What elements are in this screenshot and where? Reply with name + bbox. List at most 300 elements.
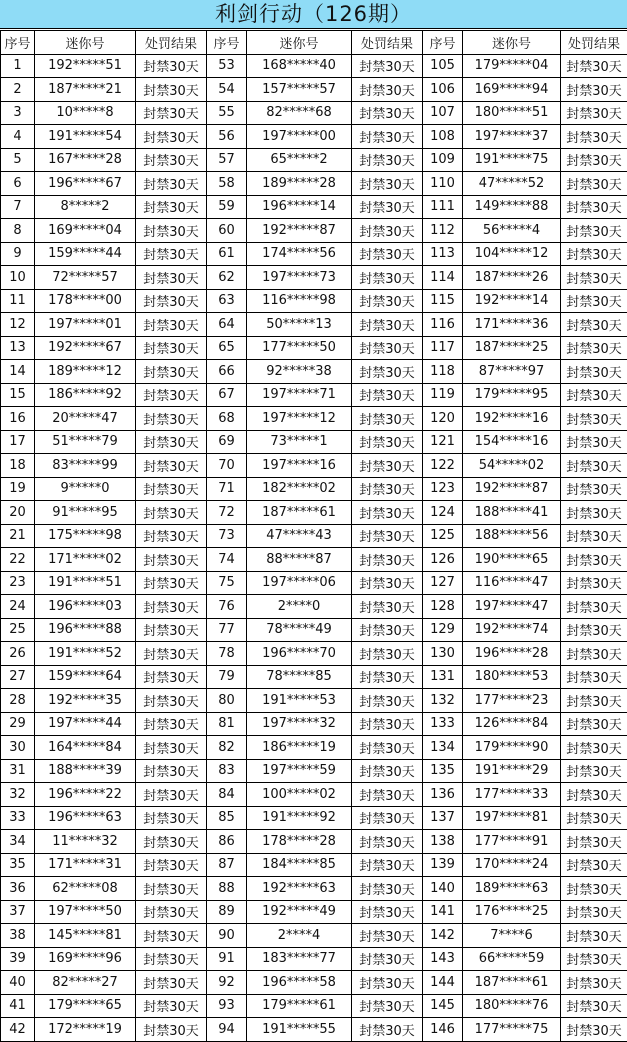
table-row [1,853,627,877]
cell-mini-id: 172*****19 [35,1018,136,1042]
cell-mini-id: 196*****63 [35,806,136,830]
cell-penalty: 封禁30天 [352,1018,423,1042]
cell-mini-id: 176*****25 [463,900,561,924]
table-row [1,219,627,243]
table-row [1,524,627,548]
cell-mini-id: 197*****01 [35,313,136,337]
table-row [1,501,627,525]
cell-index: 37 [1,900,35,924]
table-row [1,618,627,642]
cell-penalty: 封禁30天 [561,1018,627,1042]
cell-penalty: 封禁30天 [561,289,627,313]
cell-penalty: 封禁30天 [352,853,423,877]
cell-index: 105 [423,54,463,78]
table-row [1,125,627,149]
cell-index: 123 [423,477,463,501]
cell-mini-id: 169*****94 [463,78,561,102]
cell-penalty: 封禁30天 [561,759,627,783]
cell-index: 120 [423,407,463,431]
table-row [1,407,627,431]
cell-mini-id: 2****0 [247,595,352,619]
cell-index: 66 [207,360,247,384]
cell-penalty: 封禁30天 [561,54,627,78]
table-header-row [1,31,627,55]
cell-index: 2 [1,78,35,102]
cell-penalty: 封禁30天 [136,900,207,924]
cell-penalty: 封禁30天 [561,947,627,971]
cell-index: 115 [423,289,463,313]
cell-index: 8 [1,219,35,243]
cell-penalty: 封禁30天 [561,172,627,196]
cell-penalty: 封禁30天 [352,148,423,172]
cell-mini-id: 157*****57 [247,78,352,102]
cell-penalty: 封禁30天 [561,900,627,924]
cell-index: 81 [207,712,247,736]
cell-index: 12 [1,313,35,337]
cell-index: 117 [423,336,463,360]
cell-penalty: 封禁30天 [352,360,423,384]
cell-penalty: 封禁30天 [352,54,423,78]
cell-penalty: 封禁30天 [561,383,627,407]
cell-penalty: 封禁30天 [136,736,207,760]
cell-index: 9 [1,242,35,266]
table-row [1,924,627,948]
cell-mini-id: 65*****2 [247,148,352,172]
cell-index: 94 [207,1018,247,1042]
cell-mini-id: 197*****81 [463,806,561,830]
cell-penalty: 封禁30天 [136,125,207,149]
cell-penalty: 封禁30天 [352,947,423,971]
cell-mini-id: 196*****67 [35,172,136,196]
cell-index: 36 [1,877,35,901]
cell-mini-id: 171*****36 [463,313,561,337]
cell-index: 128 [423,595,463,619]
cell-penalty: 封禁30天 [352,924,423,948]
cell-penalty: 封禁30天 [352,877,423,901]
cell-index: 124 [423,501,463,525]
cell-mini-id: 191*****51 [35,571,136,595]
cell-index: 119 [423,383,463,407]
cell-index: 146 [423,1018,463,1042]
cell-penalty: 封禁30天 [561,501,627,525]
cell-mini-id: 179*****04 [463,54,561,78]
cell-mini-id: 178*****00 [35,289,136,313]
cell-penalty: 封禁30天 [136,501,207,525]
cell-index: 111 [423,195,463,219]
cell-index: 6 [1,172,35,196]
cell-penalty: 封禁30天 [561,830,627,854]
cell-penalty: 封禁30天 [136,78,207,102]
cell-index: 112 [423,219,463,243]
cell-penalty: 封禁30天 [352,219,423,243]
cell-mini-id: 87*****97 [463,360,561,384]
cell-index: 73 [207,524,247,548]
cell-index: 67 [207,383,247,407]
cell-mini-id: 149*****88 [463,195,561,219]
cell-index: 78 [207,642,247,666]
table-row [1,266,627,290]
cell-index: 109 [423,148,463,172]
cell-penalty: 封禁30天 [352,195,423,219]
cell-penalty: 封禁30天 [561,994,627,1018]
cell-index: 13 [1,336,35,360]
cell-penalty: 封禁30天 [136,618,207,642]
cell-penalty: 封禁30天 [352,289,423,313]
cell-index: 54 [207,78,247,102]
cell-index: 32 [1,783,35,807]
cell-index: 4 [1,125,35,149]
table-row [1,689,627,713]
cell-index: 59 [207,195,247,219]
cell-mini-id: 179*****65 [35,994,136,1018]
cell-mini-id: 186*****92 [35,383,136,407]
cell-penalty: 封禁30天 [561,313,627,337]
cell-penalty: 封禁30天 [352,454,423,478]
cell-mini-id: 47*****43 [247,524,352,548]
cell-mini-id: 179*****95 [463,383,561,407]
cell-mini-id: 82*****68 [247,101,352,125]
cell-mini-id: 179*****61 [247,994,352,1018]
cell-penalty: 封禁30天 [136,1018,207,1042]
cell-index: 7 [1,195,35,219]
cell-index: 141 [423,900,463,924]
table-row [1,54,627,78]
cell-index: 77 [207,618,247,642]
cell-penalty: 封禁30天 [136,360,207,384]
cell-index: 53 [207,54,247,78]
cell-mini-id: 187*****26 [463,266,561,290]
cell-penalty: 封禁30天 [561,877,627,901]
cell-index: 65 [207,336,247,360]
cell-penalty: 封禁30天 [561,242,627,266]
cell-mini-id: 20*****47 [35,407,136,431]
cell-penalty: 封禁30天 [561,336,627,360]
cell-penalty: 封禁30天 [561,125,627,149]
cell-mini-id: 197*****37 [463,125,561,149]
cell-index: 24 [1,595,35,619]
cell-mini-id: 196*****14 [247,195,352,219]
table-row [1,477,627,501]
table-row [1,242,627,266]
cell-index: 122 [423,454,463,478]
cell-penalty: 封禁30天 [352,971,423,995]
cell-mini-id: 171*****02 [35,548,136,572]
table-row [1,383,627,407]
cell-index: 138 [423,830,463,854]
cell-index: 110 [423,172,463,196]
cell-penalty: 封禁30天 [136,712,207,736]
cell-index: 20 [1,501,35,525]
cell-penalty: 封禁30天 [136,548,207,572]
cell-penalty: 封禁30天 [136,407,207,431]
table-row [1,336,627,360]
cell-penalty: 封禁30天 [136,266,207,290]
header-mini-id: 迷你号 [247,31,352,55]
cell-mini-id: 179*****90 [463,736,561,760]
cell-index: 62 [207,266,247,290]
cell-index: 126 [423,548,463,572]
cell-penalty: 封禁30天 [352,665,423,689]
cell-mini-id: 72*****57 [35,266,136,290]
cell-penalty: 封禁30天 [352,571,423,595]
cell-penalty: 封禁30天 [352,477,423,501]
cell-index: 107 [423,101,463,125]
cell-mini-id: 188*****41 [463,501,561,525]
cell-penalty: 封禁30天 [136,947,207,971]
cell-penalty: 封禁30天 [352,712,423,736]
cell-index: 70 [207,454,247,478]
table-body [1,54,627,1041]
cell-mini-id: 177*****33 [463,783,561,807]
cell-penalty: 封禁30天 [561,924,627,948]
cell-index: 118 [423,360,463,384]
cell-penalty: 封禁30天 [352,78,423,102]
cell-mini-id: 197*****06 [247,571,352,595]
cell-index: 87 [207,853,247,877]
cell-penalty: 封禁30天 [352,618,423,642]
table-row [1,78,627,102]
cell-index: 61 [207,242,247,266]
cell-mini-id: 197*****73 [247,266,352,290]
cell-mini-id: 92*****38 [247,360,352,384]
cell-index: 88 [207,877,247,901]
cell-penalty: 封禁30天 [352,336,423,360]
cell-mini-id: 196*****58 [247,971,352,995]
cell-mini-id: 189*****63 [463,877,561,901]
cell-mini-id: 187*****61 [247,501,352,525]
cell-penalty: 封禁30天 [561,712,627,736]
cell-mini-id: 170*****24 [463,853,561,877]
cell-index: 85 [207,806,247,830]
cell-mini-id: 180*****51 [463,101,561,125]
cell-index: 31 [1,759,35,783]
cell-penalty: 封禁30天 [136,219,207,243]
cell-penalty: 封禁30天 [136,830,207,854]
cell-index: 28 [1,689,35,713]
cell-mini-id: 196*****70 [247,642,352,666]
cell-mini-id: 88*****87 [247,548,352,572]
cell-index: 21 [1,524,35,548]
cell-index: 127 [423,571,463,595]
table-row [1,101,627,125]
cell-mini-id: 2****4 [247,924,352,948]
cell-penalty: 封禁30天 [561,360,627,384]
cell-mini-id: 186*****19 [247,736,352,760]
cell-index: 80 [207,689,247,713]
cell-penalty: 封禁30天 [136,195,207,219]
ban-list-table [0,30,627,1042]
table-row [1,289,627,313]
table-row [1,971,627,995]
cell-index: 91 [207,947,247,971]
cell-index: 1 [1,54,35,78]
header-index: 序号 [423,31,463,55]
cell-penalty: 封禁30天 [561,853,627,877]
cell-index: 35 [1,853,35,877]
header-index: 序号 [1,31,35,55]
cell-penalty: 封禁30天 [136,853,207,877]
cell-mini-id: 47*****52 [463,172,561,196]
cell-penalty: 封禁30天 [136,524,207,548]
table-row [1,548,627,572]
cell-mini-id: 11*****32 [35,830,136,854]
cell-index: 11 [1,289,35,313]
cell-penalty: 封禁30天 [136,101,207,125]
cell-index: 83 [207,759,247,783]
cell-index: 40 [1,971,35,995]
table-row [1,430,627,454]
cell-mini-id: 191*****53 [247,689,352,713]
cell-penalty: 封禁30天 [561,548,627,572]
cell-penalty: 封禁30天 [136,336,207,360]
cell-index: 33 [1,806,35,830]
cell-mini-id: 78*****85 [247,665,352,689]
cell-mini-id: 167*****28 [35,148,136,172]
cell-penalty: 封禁30天 [136,759,207,783]
cell-index: 71 [207,477,247,501]
cell-penalty: 封禁30天 [561,266,627,290]
cell-penalty: 封禁30天 [561,665,627,689]
table-row [1,665,627,689]
cell-index: 133 [423,712,463,736]
cell-mini-id: 187*****61 [463,971,561,995]
cell-index: 63 [207,289,247,313]
cell-index: 18 [1,454,35,478]
cell-penalty: 封禁30天 [561,219,627,243]
cell-mini-id: 177*****75 [463,1018,561,1042]
cell-penalty: 封禁30天 [561,477,627,501]
cell-mini-id: 104*****12 [463,242,561,266]
cell-index: 132 [423,689,463,713]
cell-index: 86 [207,830,247,854]
cell-mini-id: 83*****99 [35,454,136,478]
cell-penalty: 封禁30天 [561,689,627,713]
cell-penalty: 封禁30天 [136,994,207,1018]
cell-mini-id: 8*****2 [35,195,136,219]
header-mini-id: 迷你号 [463,31,561,55]
cell-index: 34 [1,830,35,854]
cell-penalty: 封禁30天 [352,994,423,1018]
cell-penalty: 封禁30天 [352,900,423,924]
cell-mini-id: 192*****87 [463,477,561,501]
cell-penalty: 封禁30天 [561,806,627,830]
cell-penalty: 封禁30天 [352,383,423,407]
cell-mini-id: 197*****50 [35,900,136,924]
cell-mini-id: 159*****64 [35,665,136,689]
cell-mini-id: 196*****03 [35,595,136,619]
table-row [1,595,627,619]
cell-mini-id: 159*****44 [35,242,136,266]
cell-penalty: 封禁30天 [136,477,207,501]
cell-mini-id: 126*****84 [463,712,561,736]
cell-index: 134 [423,736,463,760]
cell-mini-id: 175*****98 [35,524,136,548]
cell-mini-id: 82*****27 [35,971,136,995]
cell-mini-id: 188*****39 [35,759,136,783]
cell-index: 15 [1,383,35,407]
page-title: 利剑行动（126期） [0,0,627,29]
cell-index: 108 [423,125,463,149]
cell-mini-id: 196*****88 [35,618,136,642]
cell-mini-id: 177*****91 [463,830,561,854]
cell-mini-id: 9*****0 [35,477,136,501]
cell-index: 90 [207,924,247,948]
cell-mini-id: 91*****95 [35,501,136,525]
cell-mini-id: 192*****16 [463,407,561,431]
cell-penalty: 封禁30天 [561,454,627,478]
cell-penalty: 封禁30天 [352,595,423,619]
cell-index: 75 [207,571,247,595]
cell-penalty: 封禁30天 [136,313,207,337]
cell-mini-id: 197*****32 [247,712,352,736]
cell-mini-id: 177*****23 [463,689,561,713]
cell-index: 14 [1,360,35,384]
table-row [1,830,627,854]
cell-penalty: 封禁30天 [136,383,207,407]
cell-mini-id: 191*****52 [35,642,136,666]
cell-mini-id: 51*****79 [35,430,136,454]
table-row [1,877,627,901]
table-row [1,759,627,783]
cell-mini-id: 191*****92 [247,806,352,830]
cell-penalty: 封禁30天 [561,430,627,454]
header-penalty: 处罚结果 [352,31,423,55]
cell-mini-id: 197*****12 [247,407,352,431]
cell-index: 3 [1,101,35,125]
cell-penalty: 封禁30天 [352,783,423,807]
cell-index: 57 [207,148,247,172]
cell-penalty: 封禁30天 [561,78,627,102]
cell-penalty: 封禁30天 [352,759,423,783]
cell-penalty: 封禁30天 [352,430,423,454]
cell-index: 139 [423,853,463,877]
cell-penalty: 封禁30天 [136,595,207,619]
cell-penalty: 封禁30天 [561,571,627,595]
cell-index: 29 [1,712,35,736]
cell-index: 145 [423,994,463,1018]
cell-penalty: 封禁30天 [136,783,207,807]
table-row [1,313,627,337]
cell-penalty: 封禁30天 [136,689,207,713]
cell-index: 68 [207,407,247,431]
cell-penalty: 封禁30天 [561,148,627,172]
cell-penalty: 封禁30天 [352,548,423,572]
header-index: 序号 [207,31,247,55]
cell-index: 82 [207,736,247,760]
cell-index: 114 [423,266,463,290]
cell-mini-id: 192*****74 [463,618,561,642]
cell-index: 84 [207,783,247,807]
table-row [1,712,627,736]
cell-penalty: 封禁30天 [561,524,627,548]
cell-mini-id: 197*****16 [247,454,352,478]
cell-penalty: 封禁30天 [136,642,207,666]
cell-index: 69 [207,430,247,454]
cell-mini-id: 73*****1 [247,430,352,454]
cell-index: 143 [423,947,463,971]
cell-penalty: 封禁30天 [136,54,207,78]
cell-penalty: 封禁30天 [136,454,207,478]
header-penalty: 处罚结果 [136,31,207,55]
cell-index: 125 [423,524,463,548]
cell-index: 76 [207,595,247,619]
cell-index: 64 [207,313,247,337]
cell-penalty: 封禁30天 [561,407,627,431]
cell-mini-id: 116*****47 [463,571,561,595]
cell-index: 129 [423,618,463,642]
cell-mini-id: 169*****96 [35,947,136,971]
header-penalty: 处罚结果 [561,31,627,55]
